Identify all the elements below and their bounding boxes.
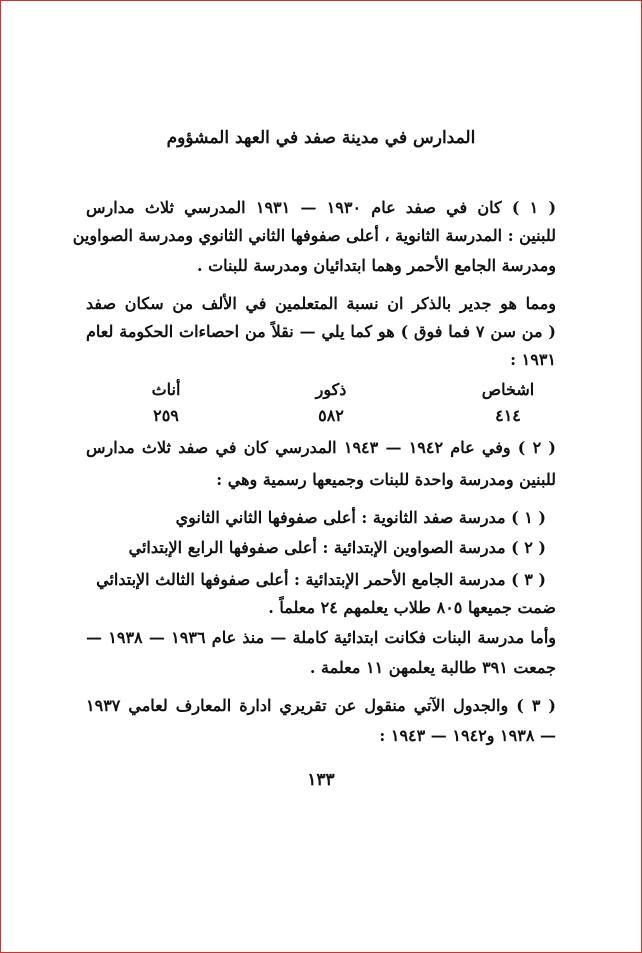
- stats-header-persons: اشخاص: [481, 380, 535, 399]
- para3-line-1: ( ٢ ) وفي عام ١٩٤٢ — ١٩٤٣ المدرسي كان في صفد ثلاث مدارس: [86, 438, 557, 457]
- document-page: [72, 0, 557, 953]
- literacy-stats: [86, 380, 556, 432]
- para1-line-1: ( ١ ) كان في صفد عام ١٩٣٠ — ١٩٣١ المدرسي ثلاث مدارس: [86, 198, 557, 217]
- school-item-1: ( ١ ) مدرسة صفد الثانوية : أعلى صفوفها الثاني الثانوي: [175, 508, 546, 527]
- stats-value-males: ٥٨٢: [318, 406, 344, 425]
- para5-line-1: ( ٣ ) والجدول الآتي منقول عن تقريري ادارة المعارف لعامي ١٩٣٧: [86, 696, 557, 715]
- stats-header-males: ذكور: [315, 380, 347, 399]
- page-title: المدارس في مدينة صفد في العهد المشؤوم: [166, 128, 476, 148]
- para5-line-2: — ١٩٣٨ و١٩٤٢ — ١٩٤٣ :: [379, 726, 556, 745]
- para4-line-3: جمعت ٣٩١ طالبة يعلمهن ١١ معلمة .: [309, 658, 556, 677]
- para2-line-3: ١٩٣١ :: [510, 350, 556, 369]
- para1-line-2: للبنين : المدرسة الثانوية ، أعلى صفوفها الثاني الثانوي ومدرسة الصواوين: [72, 226, 556, 245]
- stats-value-females: ٢٥٩: [153, 406, 179, 425]
- para1-line-3: ومدرسة الجامع الأحمر وهما ابتدائيان ومدرسة للبنات .: [196, 256, 556, 275]
- para3-line-2: للبنين ومدرسة واحدة للبنات وجميعها رسمية وهي :: [216, 470, 556, 489]
- school-item-2: ( ٢ ) مدرسة الصواوين الإبتدائية : أعلى صفوفها الرابع الإبتدائي: [128, 538, 546, 557]
- stats-header-females: أناث: [151, 380, 181, 399]
- school-item-3: ( ٣ ) مدرسة الجامع الأحمر الإبتدائية : أعلى صفوفها الثالث الإبتدائي: [96, 570, 546, 589]
- page-number: ١٣٣: [307, 770, 335, 790]
- para4-line-1: ضمت جميعها ٨٠٥ طلاب يعلمهم ٢٤ معلماً .: [268, 598, 556, 617]
- para2-line-2: ( من سن ٧ فما فوق ) هو كما يلي — نقلاً من احصاءات الحكومة لعام: [86, 322, 557, 341]
- para2-line-1: ومما هو جدير بالذكر ان نسبة المتعلمين في الألف من سكان صفد: [86, 294, 556, 313]
- stats-value-persons: ٤١٤: [495, 406, 521, 425]
- para4-line-2: وأما مدرسة البنات فكانت ابتدائية كاملة — منذ عام ١٩٣٦ — ١٩٣٨ —: [86, 628, 557, 647]
